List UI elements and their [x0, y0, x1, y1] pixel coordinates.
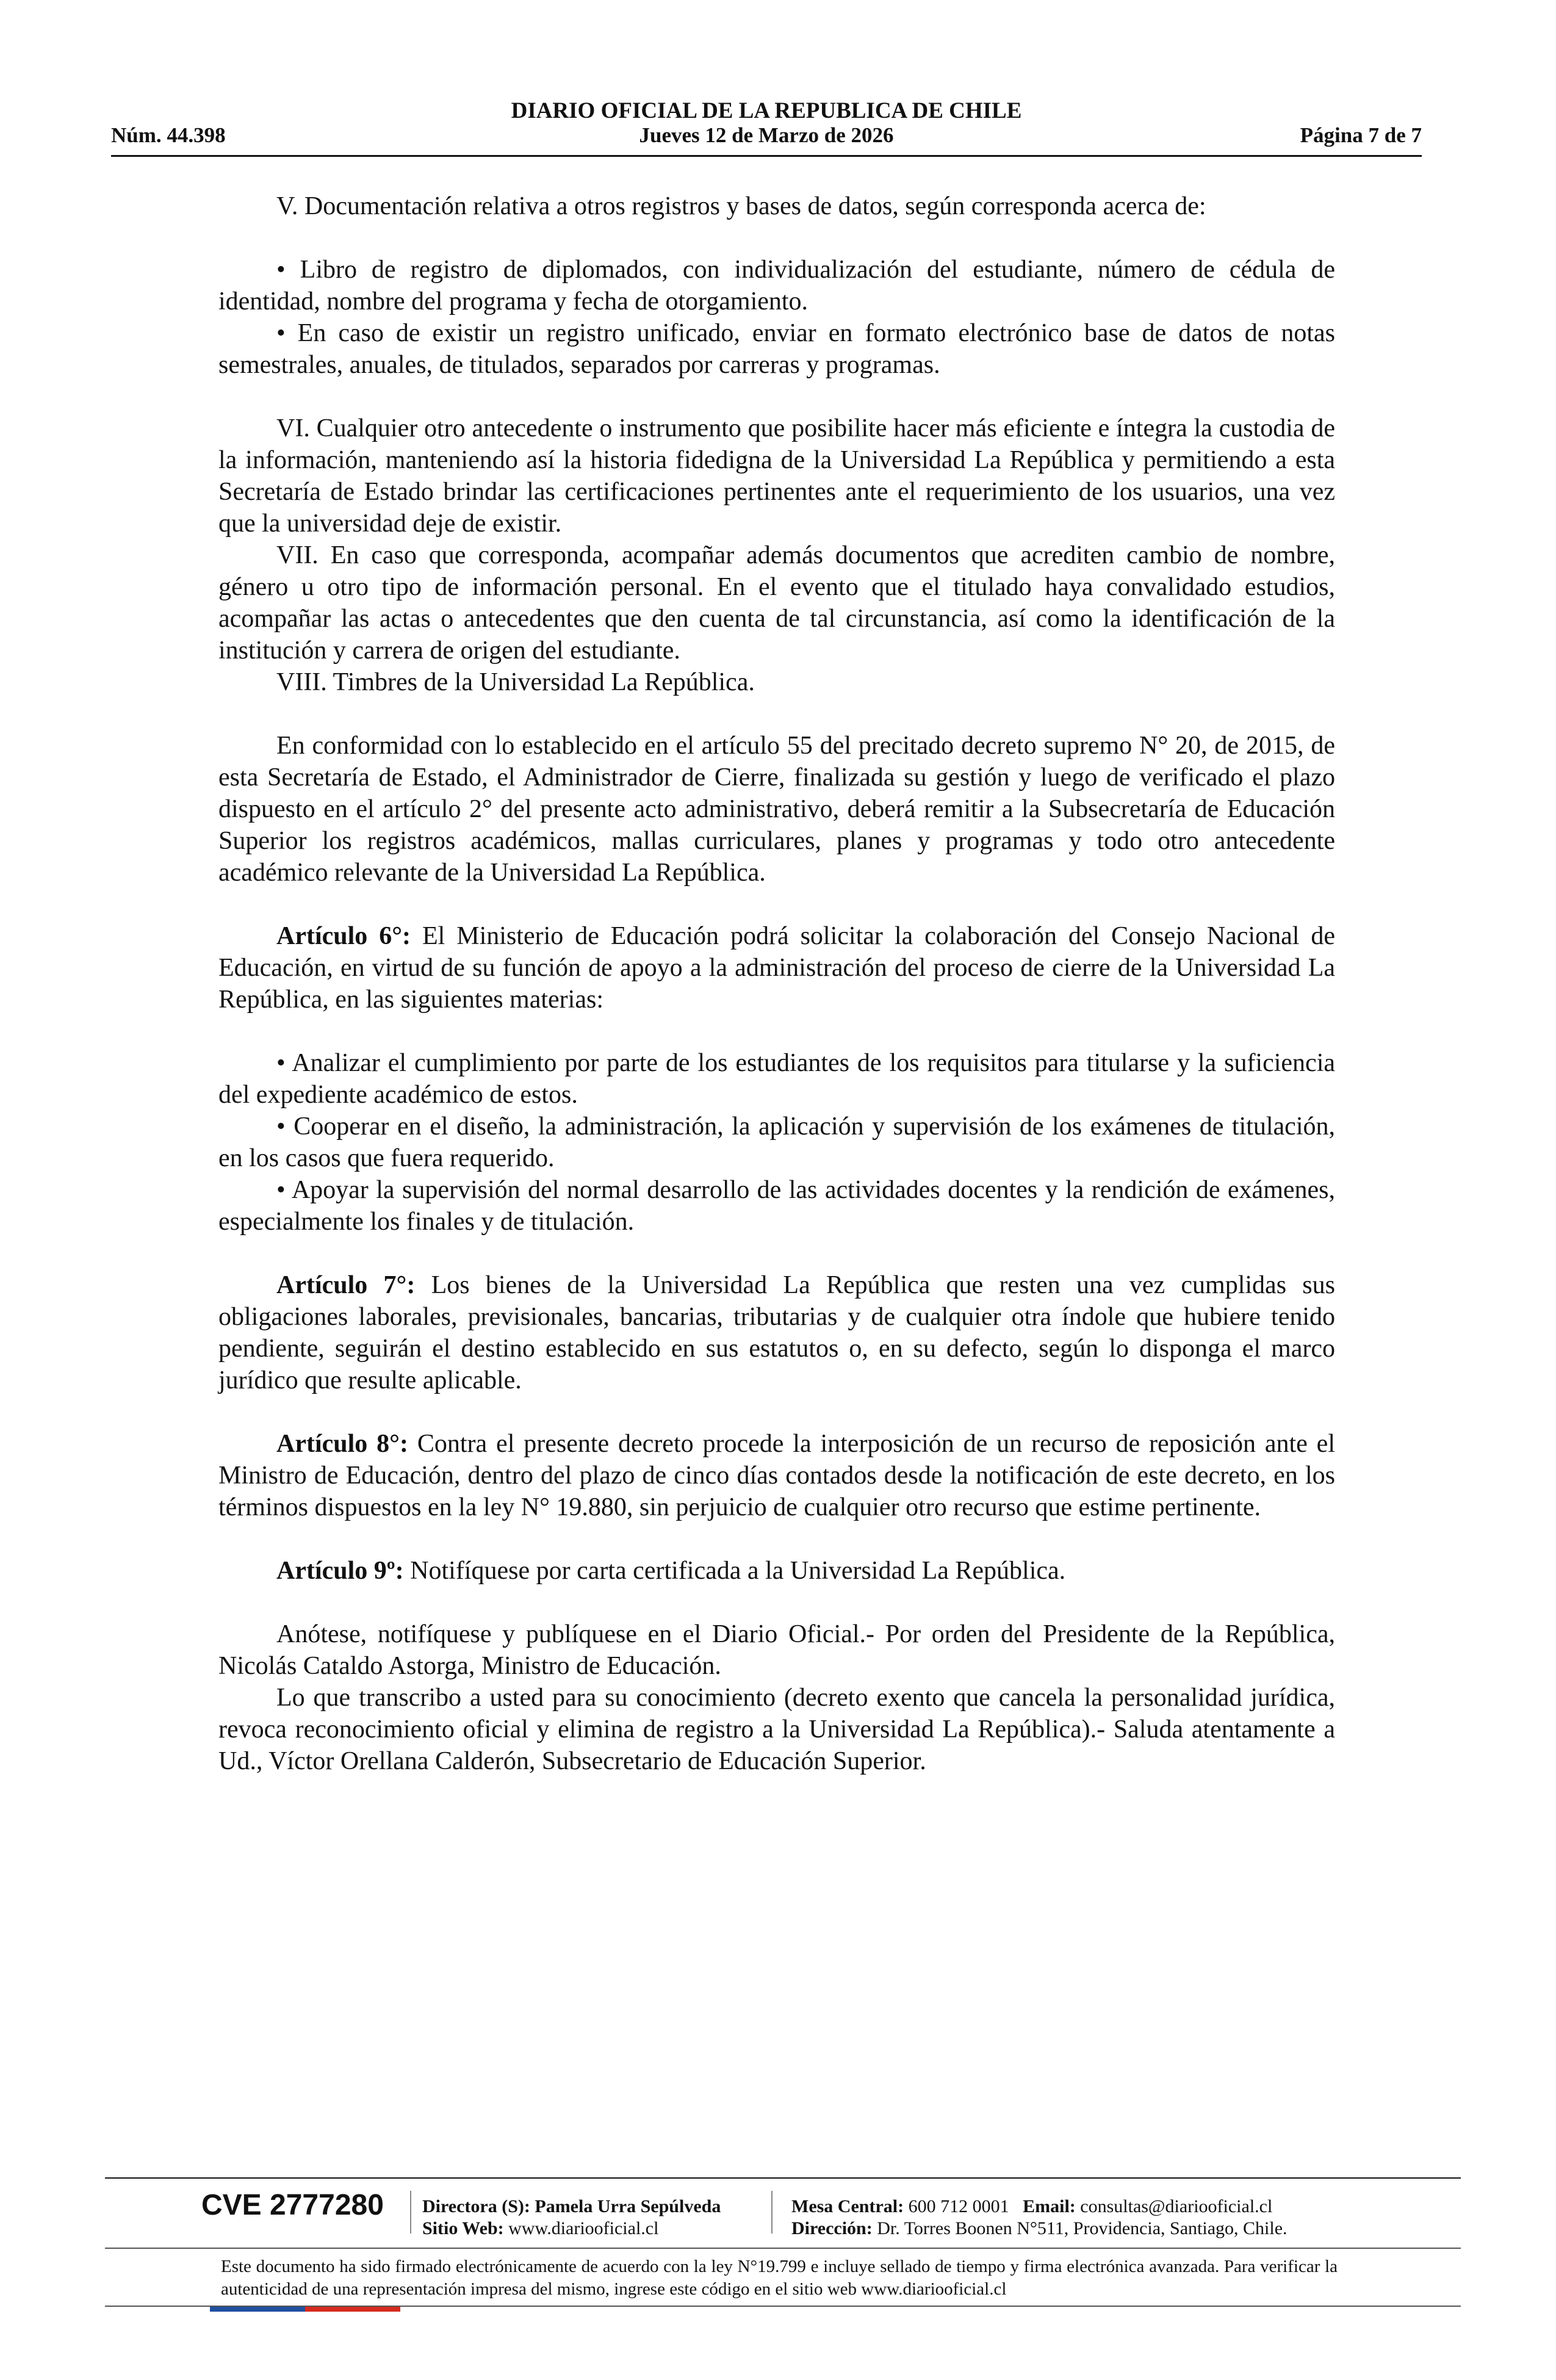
article-6-text: El Ministerio de Educación podrá solicitar la colaboración del Consejo Nacional de Educación, en virtud de su función de apoyo a la administración del proceso de cierre de la Universidad La República, en las siguientes materias:: [218, 922, 1335, 1014]
footer-divider-mid: [105, 2248, 1461, 2249]
flag-red-segment: [305, 2307, 400, 2312]
website-link[interactable]: www.diariooficial.cl: [508, 2218, 659, 2238]
section-vii-paragraph: VII. En caso que corresponda, acompañar además documentos que acrediten cambio de nombre, género u otro tipo de información personal. En el evento que el titulado haya convalidado estudios, acompañar las actas o antecedentes que den cuenta de tal circunstancia, así como la identificación de la institución y carrera de origen del estudiante.: [218, 541, 1335, 665]
page-number: Página 7 de 7: [1300, 123, 1422, 147]
bullet-item: • En caso de existir un registro unificado, enviar en formato electrónico base de datos de notas semestrales, anuales, de titulados, separados por carreras y programas.: [218, 319, 1335, 379]
bullet-item: • Cooperar en el diseño, la administración, la aplicación y supervisión de los exámenes de titulación, en los casos que fuera requerido.: [218, 1112, 1335, 1172]
address-value: Dr. Torres Boonen N°511, Providencia, Santiago, Chile.: [877, 2218, 1288, 2238]
footer-separator: [771, 2191, 773, 2234]
transcription-paragraph: Lo que transcribo a usted para su conocimiento (decreto exento que cancela la personalidad jurídica, revoca reconocimiento oficial y elimina de registro a la Universidad La República).- Saluda atentamente a Ud., Víctor Orellana Calderón, Subsecretario de Educación Superior.: [218, 1684, 1335, 1775]
footer-separator: [410, 2191, 411, 2234]
bullet-item: • Analizar el cumplimiento por parte de los estudiantes de los requisitos para titularse y la suficiencia del expediente académico de estos.: [218, 1049, 1335, 1109]
newspaper-title: DIARIO OFICIAL DE LA REPUBLICA DE CHILE: [511, 98, 1022, 123]
bullet-item: • Libro de registro de diplomados, con individualización del estudiante, número de cédula de identidad, nombre del programa y fecha de otorgamiento.: [218, 256, 1335, 316]
closing-paragraph: Anótese, notifíquese y publíquese en el Diario Oficial.- Por orden del Presidente de la República, Nicolás Cataldo Astorga, Ministro de Educación.: [218, 1620, 1335, 1680]
article-7-label: Artículo 7°:: [276, 1271, 416, 1299]
email-link[interactable]: consultas@diariooficial.cl: [1080, 2196, 1273, 2216]
article-8-paragraph: [218, 1428, 1335, 1523]
article-7-text: Los bienes de la Universidad La República que resten una vez cumplidas sus obligaciones laborales, previsionales, bancarias, tributarias y de cualquier otra índole que hubiere tenido pendiente, seguirán el destino establecido en sus estatutos o, en su defecto, según lo disponga el marco jurídico que resulte aplicable.: [218, 1271, 1335, 1394]
page-header: [111, 92, 1422, 153]
footer-director-block: [422, 2196, 721, 2240]
bullet-item: • Apoyar la supervisión del normal desarrollo de las actividades docentes y la rendición de exámenes, especialmente los finales y de titulación.: [218, 1176, 1335, 1236]
footer-divider-top: [105, 2177, 1461, 2179]
article-9-label: Artículo 9º:: [276, 1557, 404, 1585]
article-6-label: Artículo 6°:: [276, 922, 411, 950]
header-divider: [111, 155, 1422, 157]
issue-number: Núm. 44.398: [111, 123, 226, 147]
address-label: Dirección:: [791, 2218, 873, 2238]
article-8-text: Contra el presente decreto procede la interposición de un recurso de reposición ante el Ministro de Educación, dentro del plazo de cinco días contados desde la notificación de este decreto, en los términos dispuestos en la ley N° 19.880, sin perjuicio de cualquier otro recurso que estime pertinente.: [218, 1430, 1335, 1521]
website-label: Sitio Web:: [422, 2218, 504, 2238]
conformity-paragraph: En conformidad con lo establecido en el artículo 55 del precitado decreto supremo N° 20, de 2015, de esta Secretaría de Estado, el Administrador de Cierre, finalizada su gestión y luego de verificado el plazo dispuesto en el artículo 2° del presente acto administrativo, deberá remitir a la Subsecretaría de Educación Superior los registros académicos, mallas curriculares, planes y programas y todo otro antecedente académico relevante de la Universidad La República.: [218, 732, 1335, 887]
article-6-paragraph: [218, 920, 1335, 1015]
article-9-text: Notifíquese por carta certificada a la Universidad La República.: [410, 1557, 1066, 1585]
article-8-label: Artículo 8°:: [276, 1430, 408, 1458]
mesa-phone: 600 712 0001: [908, 2196, 1009, 2216]
section-v-heading: V. Documentación relativa a otros registros y bases de datos, según corresponda acerca de:: [276, 192, 1206, 220]
page-footer: [105, 2177, 1461, 2336]
footer-contact-block: [791, 2196, 1288, 2240]
section-viii-paragraph: VIII. Timbres de la Universidad La República.: [276, 668, 755, 696]
issue-date: Jueves 12 de Marzo de 2026: [639, 123, 894, 147]
signature-note: Este documento ha sido firmado electrónicamente de acuerdo con la ley N°19.799 e incluye sellado de tiempo y firma electrónica avanzada. Para verificar la autenticidad de una representación impresa del mismo, ingrese este código en el sitio web www.diariooficial.cl: [221, 2257, 1338, 2299]
flag-stripe: [210, 2307, 400, 2312]
mesa-label: Mesa Central:: [791, 2196, 904, 2216]
email-label: Email:: [1023, 2196, 1076, 2216]
article-9-paragraph: [218, 1555, 1335, 1587]
section-vi-paragraph: VI. Cualquier otro antecedente o instrumento que posibilite hacer más eficiente e íntegra la custodia de la información, manteniendo así la historia fidedigna de la Universidad La República y permitiendo a esta Secretaría de Estado brindar las certificaciones pertinentes ante el requerimiento de los usuarios, una vez que la universidad deje de existir.: [218, 414, 1335, 538]
document-body: [218, 190, 1335, 1777]
director-label: Directora (S): Pamela Urra Sepúlveda: [422, 2196, 721, 2216]
article-7-paragraph: [218, 1269, 1335, 1396]
cve-code: CVE 2777280: [201, 2189, 384, 2221]
flag-blue-segment: [210, 2307, 305, 2312]
